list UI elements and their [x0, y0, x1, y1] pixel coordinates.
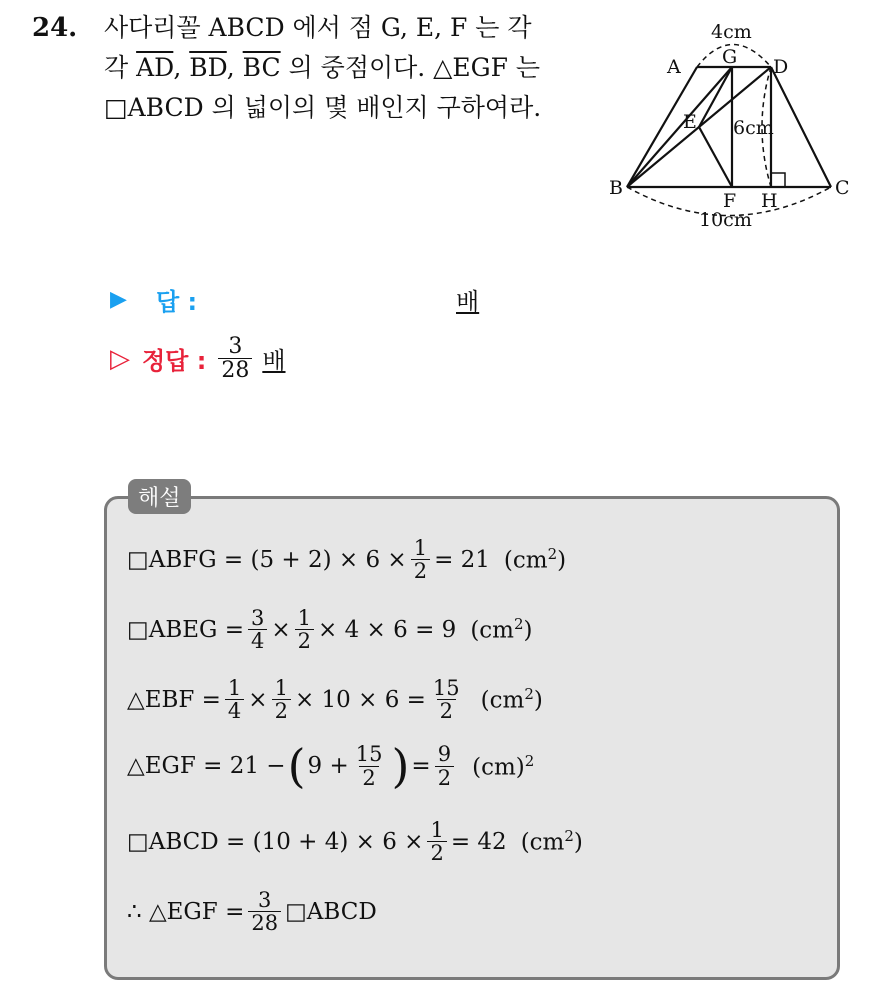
segment-ef — [699, 127, 732, 187]
side-dc — [771, 67, 831, 187]
segment-bd: $\overline{BD}$ — [189, 53, 227, 82]
point-e-label: E — [683, 111, 697, 133]
answer-row — [110, 282, 480, 317]
solution-line-4: △EGF = 21 − ( 9 + $\frac{15}{2}$ ) = $\frac{9}{2}$ (cm)$^2$ — [127, 739, 535, 793]
question-line-1: 사다리꼴 ABCD 에서 점 G, E, F 는 각 — [104, 13, 532, 42]
top-length-label: 4cm — [711, 21, 752, 43]
trapezoid-figure — [605, 12, 855, 234]
point-g-label: G — [722, 46, 738, 68]
segment-ad: $\overline{AD}$ — [136, 53, 174, 82]
solution-line-3: △EBF = $\frac{1}{4}$ × $\frac{1}{2}$ × 10 × 6 = $\frac{15}{2}$ $(cm^2)$ — [127, 676, 543, 724]
point-b-label: B — [609, 177, 623, 199]
bottom-length-label: 10cm — [699, 209, 752, 231]
question-text — [104, 8, 592, 128]
solution-line-1: □ABFG = (5 + 2) × 6 × $\frac{1}{2}$ = 21 $(cm^2)$ — [127, 536, 567, 584]
segment-bg — [627, 67, 732, 187]
point-h-label: H — [761, 190, 778, 212]
outline-triangle-icon: ▷ — [110, 343, 130, 374]
answer-label: 답 : — [156, 288, 198, 316]
segment-eg — [699, 67, 732, 127]
point-c-label: C — [835, 177, 850, 199]
solution-box — [104, 496, 840, 980]
right-angle-mark — [771, 173, 785, 187]
point-a-label: A — [667, 56, 681, 78]
filled-triangle-icon: ▶ — [110, 287, 127, 312]
segment-bc: $\overline{BC}$ — [242, 53, 281, 82]
point-d-label: D — [773, 56, 789, 78]
problem-block — [32, 8, 592, 128]
question-number: 24. — [32, 13, 78, 43]
height-label: 6cm — [733, 117, 774, 139]
solution-line-2: □ABEG = $\frac{3}{4}$ × $\frac{1}{2}$ × 4 × 6 = 9 $(cm^2)$ — [127, 606, 533, 654]
solution-line-5: □ABCD = (10 + 4) × 6 × $\frac{1}{2}$ = 42 $(cm^2)$ — [127, 818, 583, 866]
answer-unit: 배 — [456, 288, 480, 316]
correct-answer-row — [110, 335, 286, 382]
point-f-label: F — [723, 190, 737, 212]
question-line-3: □ABCD 의 넓이의 몇 배인지 구하여라. — [104, 93, 542, 122]
correct-answer-fraction: $\frac{3}{28}$ — [218, 335, 252, 382]
correct-answer-label: 정답 : — [142, 347, 207, 376]
solution-line-6: ∴ △EGF = $\frac{3}{28}$ □ABCD — [127, 888, 377, 936]
correct-answer-unit: 배 — [262, 347, 286, 376]
solution-tag: 해설 — [128, 479, 191, 514]
question-line-2: 각 $\overline{AD}$, $\overline{BD}$, $\overline{BC}$ 의 중점이다. △EGF 는 — [104, 53, 541, 82]
